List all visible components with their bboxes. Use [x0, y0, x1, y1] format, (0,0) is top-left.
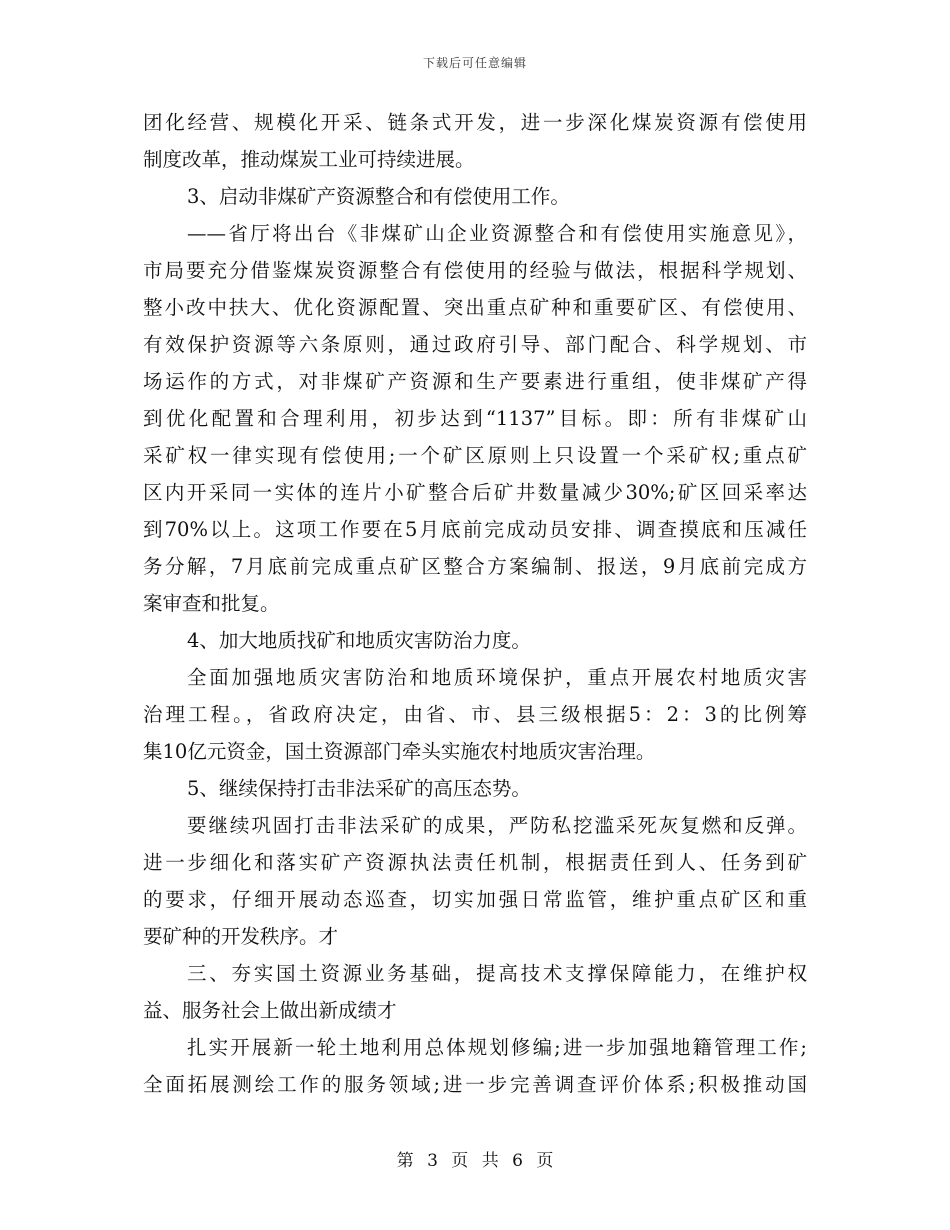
text-line: 益、服务社会上做出新成绩才 [143, 999, 397, 1022]
text-line: 到优化配置和合理利用，初步达到“1137”目标。即：所有非煤矿山 [143, 407, 807, 430]
text-line: 的要求，仔细开展动态巡查，切实加强日常监管，维护重点矿区和重 [143, 888, 807, 911]
footer-label-gong: 共 [481, 1151, 499, 1171]
text-line: 场运作的方式，对非煤矿产资源和生产要素进行重组，使非煤矿产得 [143, 370, 807, 393]
text-line: 务分解，7月底前完成重点矿区整合方案编制、报送，9月底前完成方 [143, 555, 807, 578]
text-line: 三、夯实国土资源业务基础，提高技术支撑保障能力，在维护权 [187, 962, 807, 985]
footer-label-di: 第 [396, 1151, 414, 1171]
text-line: 4、加大地质找矿和地质灾害防治力度。 [187, 629, 531, 652]
footer-total-pages: 6 [512, 1151, 523, 1171]
text-line: 要矿种的开发秩序。才 [143, 925, 339, 948]
footer-label-ye: 页 [451, 1151, 469, 1171]
text-line: 区内开采同一实体的连片小矿整合后矿井数量减少30%;矿区回采率达 [143, 481, 807, 504]
text-line: 3、启动非煤矿产资源整合和有偿使用工作。 [187, 185, 570, 208]
text-line: 案审查和批复。 [143, 592, 280, 615]
text-line: 进一步细化和落实矿产资源执法责任机制，根据责任到人、任务到矿 [143, 851, 807, 874]
text-line: 全面加强地质灾害防治和地质环境保护，重点开展农村地质灾害 [187, 666, 807, 689]
document-body [143, 104, 807, 1103]
page-footer [0, 1146, 950, 1171]
footer-label-ye2: 页 [536, 1151, 554, 1171]
text-line: 5、继续保持打击非法采矿的高压态势。 [187, 777, 531, 800]
header-note: 下载后可任意编辑 [422, 56, 527, 70]
text-line: 到70%以上。这项工作要在5月底前完成动员安排、调查摸底和压减任 [143, 518, 807, 541]
text-line: 要继续巩固打击非法采矿的成果，严防私挖滥采死灰复燃和反弹。 [187, 814, 807, 837]
text-line: 市局要充分借鉴煤炭资源整合有偿使用的经验与做法，根据科学规划、 [143, 259, 807, 282]
text-line: 采矿权一律实现有偿使用;一个矿区原则上只设置一个采矿权;重点矿 [143, 444, 807, 467]
text-line: 全面拓展测绘工作的服务领域;进一步完善调查评价体系;积极推动国 [143, 1073, 807, 1096]
text-line: ——省厅将出台《非煤矿山企业资源整合和有偿使用实施意见》， [187, 222, 807, 245]
text-line: 团化经营、规模化开采、链条式开发，进一步深化煤炭资源有偿使用 [143, 111, 807, 134]
text-line: 扎实开展新一轮土地利用总体规划修编;进一步加强地籍管理工作; [187, 1036, 807, 1059]
text-line: 集10亿元资金，国土资源部门牵头实施农村地质灾害治理。 [143, 740, 656, 763]
text-line: 治理工程。，省政府决定，由省、市、县三级根据5：2：3的比例筹 [143, 703, 807, 726]
text-line: 整小改中扶大、优化资源配置、突出重点矿种和重要矿区、有偿使用、 [143, 296, 807, 319]
text-line: 有效保护资源等六条原则，通过政府引导、部门配合、科学规划、市 [143, 333, 807, 356]
footer-current-page: 3 [427, 1151, 438, 1171]
text-line: 制度改革，推动煤炭工业可持续进展。 [143, 148, 475, 171]
